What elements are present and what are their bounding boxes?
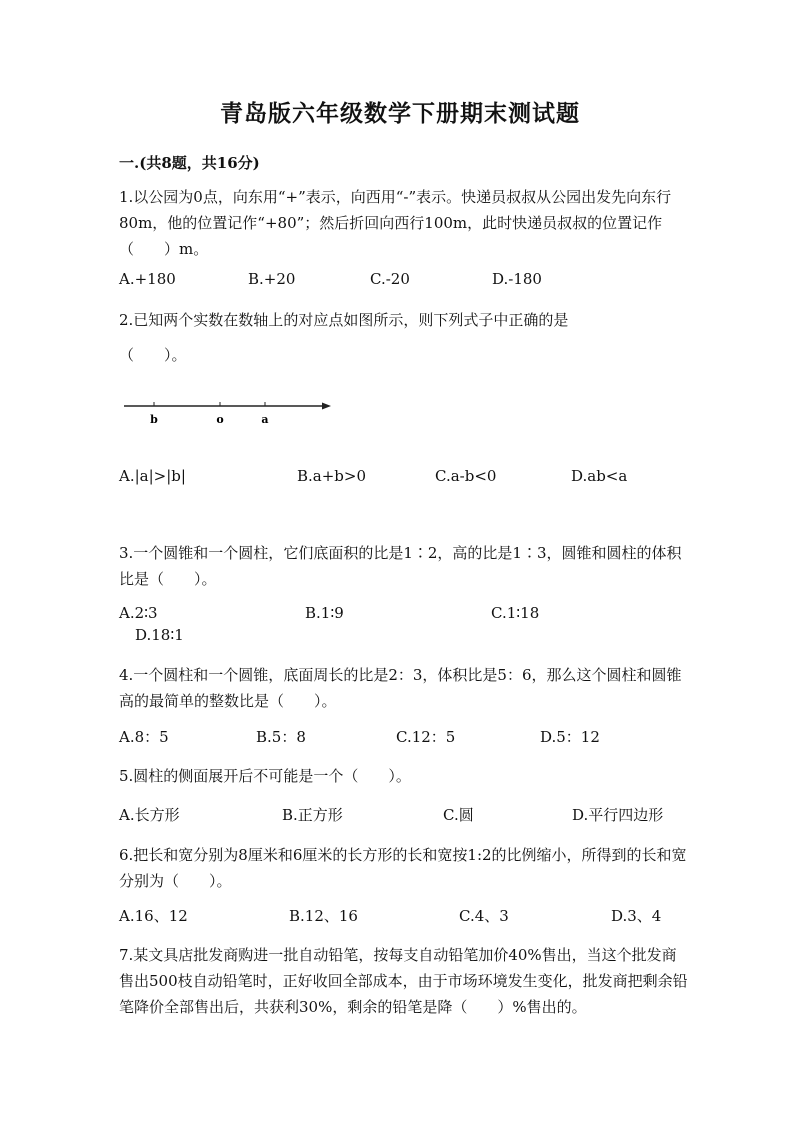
q1-option-d[interactable]: D.-180 (492, 270, 542, 288)
question-7-text: 7.某文具店批发商购进一批自动铅笔，按每支自动铅笔加价40%售出，当这个批发商售出500枝自动铅笔时，正好收回全部成本，由于市场环境发生变化，批发商把剩余铅笔降价全部售出后，共获利30%，剩余的铅笔是降（ ）%售出的。 (119, 946, 688, 1016)
label-o: o (216, 413, 224, 426)
q5-option-b[interactable]: B.正方形 (282, 806, 343, 824)
q5-option-d[interactable]: D.平行四边形 (572, 806, 664, 824)
q4-option-b[interactable]: B.5：8 (256, 728, 306, 746)
q2-option-c[interactable]: C.a-b<0 (435, 467, 497, 485)
q1-option-b[interactable]: B.+20 (248, 270, 296, 288)
label-b: b (150, 413, 158, 426)
q3-option-a[interactable]: A.2∶3 (119, 604, 158, 622)
question-3-text: 3.一个圆锥和一个圆柱，它们底面积的比是1∶2，高的比是1∶3，圆锥和圆柱的体积比是（ ）。 (119, 544, 682, 588)
q6-option-a[interactable]: A.16、12 (119, 907, 188, 925)
question-6-text: 6.把长和宽分别为8厘米和6厘米的长方形的长和宽按1:2的比例缩小，所得到的长和宽分别为（ ）。 (119, 846, 687, 890)
q2-option-b[interactable]: B.a+b>0 (297, 467, 367, 485)
question-2-text: 2.已知两个实数在数轴上的对应点如图所示，则下列式子中正确的是 (119, 311, 569, 329)
q1-option-a[interactable]: A.+180 (119, 270, 176, 288)
q2-option-a[interactable]: A.|a|>|b| (119, 467, 186, 485)
q3-option-c[interactable]: C.1∶18 (491, 604, 540, 622)
number-line-arrow (322, 403, 331, 410)
question-2-text-cont: （ ）。 (119, 346, 187, 364)
question-4-text: 4.一个圆柱和一个圆锥，底面周长的比是2：3，体积比是5：6，那么这个圆柱和圆锥高的最简单的整数比是（ ）。 (119, 666, 682, 710)
q4-option-d[interactable]: D.5：12 (540, 728, 600, 746)
label-a: a (261, 413, 269, 426)
q6-option-d[interactable]: D.3、4 (611, 907, 662, 925)
q6-option-b[interactable]: B.12、16 (289, 907, 358, 925)
question-1-text: 1.以公园为0点，向东用“+”表示，向西用“-”表示。快递员叔叔从公园出发先向东行80m，他的位置记作“+80”；然后折回向西行100m，此时快递员叔叔的位置记作（ ）m。 (119, 188, 672, 258)
q3-option-b[interactable]: B.1∶9 (305, 604, 344, 622)
q1-option-c[interactable]: C.-20 (370, 270, 410, 288)
question-5-text: 5.圆柱的侧面展开后不可能是一个（ ）。 (119, 767, 411, 785)
q2-option-d[interactable]: D.ab<a (571, 467, 628, 485)
page-title: 青岛版六年级数学下册期末测试题 (220, 100, 580, 127)
q5-option-a[interactable]: A.长方形 (119, 806, 180, 824)
section-heading: 一.(共8题，共16分) (119, 154, 260, 172)
q6-option-c[interactable]: C.4、3 (459, 907, 509, 925)
q4-option-a[interactable]: A.8：5 (119, 728, 169, 746)
q5-option-c[interactable]: C.圆 (443, 806, 474, 824)
number-line-figure (120, 396, 335, 430)
q4-option-c[interactable]: C.12：5 (396, 728, 456, 746)
q3-option-d[interactable]: D.18∶1 (135, 626, 184, 644)
